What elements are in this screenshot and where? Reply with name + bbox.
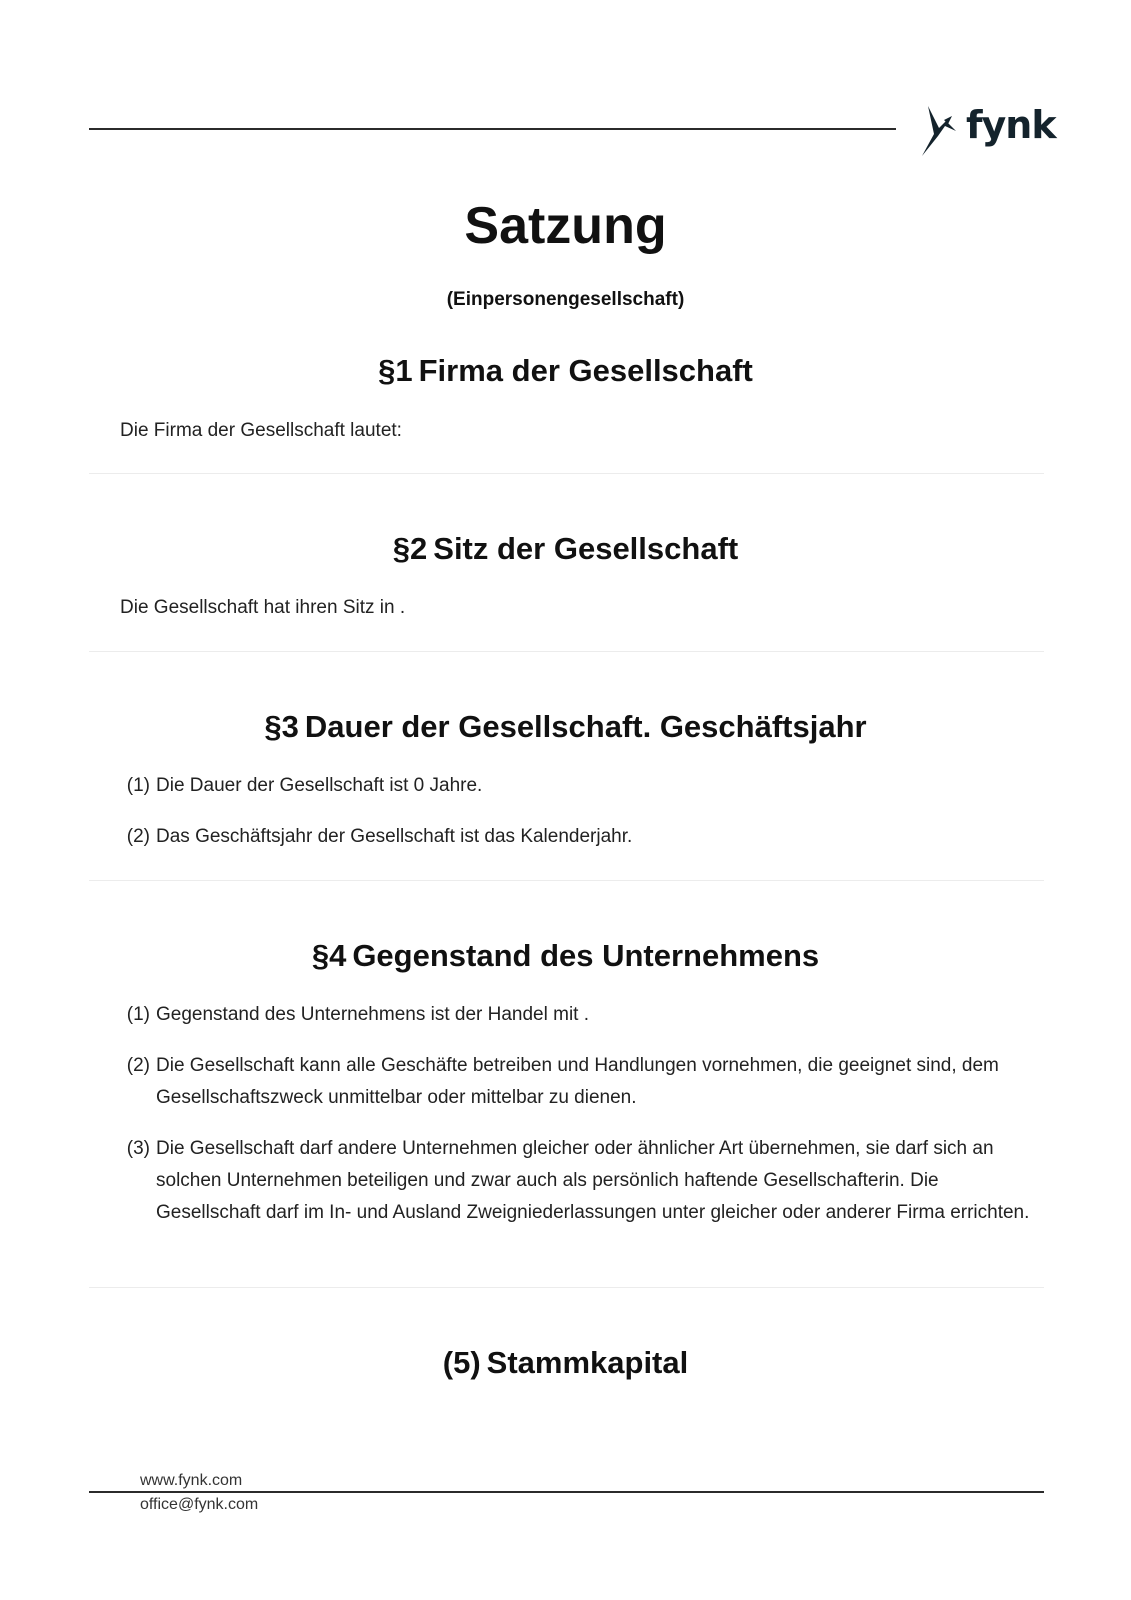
section-number: (5) (442, 1345, 481, 1380)
section-number: §1 (378, 353, 413, 388)
section-title: Firma der Gesellschaft (418, 353, 753, 388)
item-marker: (3) (126, 1138, 150, 1159)
item-text: Das Geschäftsjahr der Gesellschaft ist das Kalenderjahr. (156, 826, 633, 847)
section-title: Dauer der Gesellschaft. Geschäftsjahr (304, 709, 867, 744)
section-number: §4 (311, 938, 347, 973)
section-title: Sitz der Gesellschaft (433, 531, 739, 566)
header-rule (89, 128, 896, 130)
document-title: Satzung (464, 197, 667, 255)
fynk-logo (918, 102, 1056, 158)
section-divider (89, 880, 1044, 881)
section-divider (89, 651, 1044, 652)
list-item (116, 1050, 1036, 1114)
footer-website: www.fynk.com (140, 1472, 243, 1489)
list-item (116, 1133, 1036, 1229)
section-title: Stammkapital (486, 1345, 689, 1380)
section-heading-4 (0, 938, 1131, 974)
item-text: Gegenstand des Unternehmens ist der Handel mit . (156, 1004, 590, 1025)
item-marker: (1) (126, 1004, 150, 1025)
list-item (116, 770, 1036, 802)
item-text: Die Dauer der Gesellschaft ist 0 Jahre. (156, 775, 483, 796)
document-subtitle: (Einpersonengesellschaft) (446, 289, 685, 310)
item-text: Die Gesellschaft darf andere Unternehmen gleicher oder ähnlicher Art übernehmen, sie darf sich an solchen Unternehmen beteiligen und zwar auch als persönlich haftende Gesellschafterin. Die Gesellschaft darf im In- und Ausland Zweigniederlassungen unter gleicher oder anderer Firma errichten. (156, 1138, 1030, 1223)
item-marker: (2) (126, 1055, 150, 1076)
section-divider (89, 1287, 1044, 1288)
section-number: §3 (264, 709, 299, 744)
section-title: Gegenstand des Unternehmens (352, 938, 820, 973)
item-text: Die Gesellschaft kann alle Geschäfte betreiben und Handlungen vornehmen, die geeignet sind, dem Gesellschaftszweck unmittelbar oder mittelbar zu dienen. (156, 1055, 999, 1108)
section-number: §2 (392, 531, 428, 566)
footer-rule (89, 1491, 1044, 1493)
logo-wordmark: fynk (966, 103, 1056, 147)
footer-email: office@fynk.com (140, 1496, 259, 1513)
item-marker: (2) (126, 826, 150, 847)
bird-logo-icon (918, 104, 962, 156)
section-2-text: Die Gesellschaft hat ihren Sitz in . (120, 597, 406, 618)
section-1-text: Die Firma der Gesellschaft lautet: (120, 420, 402, 441)
section-heading-1 (0, 353, 1131, 389)
item-marker: (1) (126, 775, 150, 796)
list-item (116, 821, 1036, 853)
list-item (116, 999, 1036, 1031)
section-heading-3 (0, 709, 1131, 745)
section-heading-2 (0, 531, 1131, 567)
section-heading-5 (0, 1345, 1131, 1381)
section-divider (89, 473, 1044, 474)
